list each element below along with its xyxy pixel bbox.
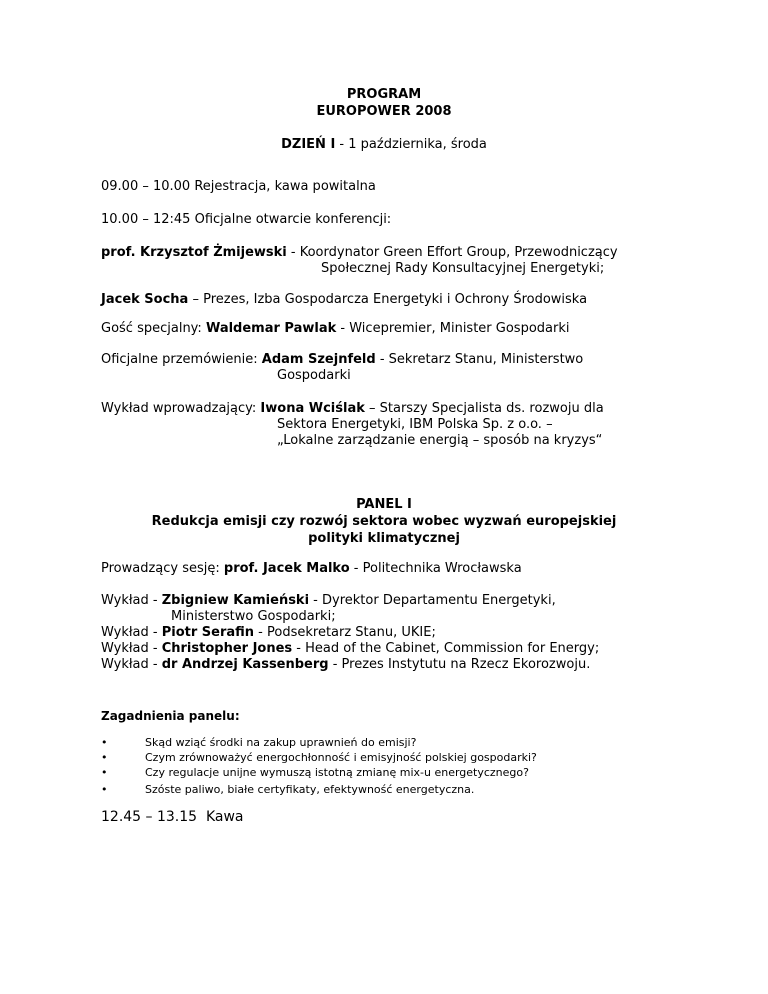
- moderator-prefix: Prowadzący sesję:: [101, 561, 224, 576]
- topics-list: [101, 735, 728, 797]
- speaker-prefix: Wykład wprowadzający:: [101, 401, 261, 416]
- lecture-title: „Lokalne zarządzanie energią – sposób na kryzys“: [277, 433, 603, 448]
- moderator-name: prof. Jacek Malko: [223, 561, 350, 576]
- topic-item: [101, 735, 728, 750]
- topics-heading: Zagadnienia panelu:: [101, 709, 240, 723]
- lecture-speaker: dr Andrzej Kassenberg: [161, 657, 329, 672]
- schedule-time: 10.00 – 12:45: [101, 212, 191, 227]
- bullet-icon: •: [101, 751, 108, 764]
- panel-lectures: [101, 593, 728, 673]
- speaker-role-cont: Gospodarki: [277, 368, 351, 383]
- topic-item: [101, 765, 728, 780]
- panel-subtitle-1: Redukcja emisji czy rozwój sektora wobec wyzwań europejskiej: [151, 514, 617, 529]
- closing-time: 12.45 – 13.15: [101, 809, 198, 825]
- speaker-role-cont: Społecznej Rady Konsultacyjnej Energetyki;: [321, 261, 605, 276]
- day-date: - 1 października, środa: [335, 137, 487, 152]
- schedule-text: Rejestracja, kawa powitalna: [190, 179, 376, 194]
- schedule-item-registration: [101, 179, 728, 195]
- topic-text: Czy regulacje unijne wymuszą istotną zmianę mix-u energetycznego?: [145, 766, 529, 779]
- panel-moderator: [101, 561, 728, 577]
- closing-text: Kawa: [197, 809, 244, 825]
- topic-text: Czym zrównoważyć energochłonność i emisyjność polskiej gospodarki?: [145, 751, 537, 764]
- speaker-pawlak: [101, 321, 728, 337]
- lecture-prefix: Wykład -: [101, 657, 162, 672]
- speaker-role-cont: Sektora Energetyki, IBM Polska Sp. z o.o. –: [277, 417, 553, 432]
- lecture-role: - Head of the Cabinet, Commission for Energy;: [292, 641, 600, 656]
- speaker-szejnfeld: [101, 352, 728, 384]
- bullet-icon: •: [101, 766, 108, 779]
- lecture-item: [101, 657, 728, 673]
- lecture-item: [101, 641, 728, 657]
- speaker-socha: [101, 292, 728, 308]
- moderator-affiliation: - Politechnika Wrocławska: [349, 561, 522, 576]
- speaker-name: prof. Krzysztof Żmijewski: [101, 245, 287, 260]
- speaker-role: – Prezes, Izba Gospodarcza Energetyki i Ochrony Środowiska: [188, 292, 588, 307]
- lecture-prefix: Wykład -: [101, 593, 162, 608]
- lecture-prefix: Wykład -: [101, 641, 162, 656]
- speaker-role: – Starszy Specjalista ds. rozwoju dla: [364, 401, 604, 416]
- speaker-prefix: Gość specjalny:: [101, 321, 206, 336]
- lecture-item: [101, 625, 728, 641]
- closing-coffee: [101, 809, 728, 825]
- title-line-1: PROGRAM: [346, 87, 422, 102]
- title-line-2: EUROPOWER 2008: [316, 104, 452, 119]
- day-heading: [0, 137, 768, 153]
- topic-text: Skąd wziąć środki na zakup uprawnień do emisji?: [145, 736, 417, 749]
- speaker-name: Jacek Socha: [101, 292, 189, 307]
- speaker-prefix: Oficjalne przemówienie:: [101, 352, 262, 367]
- panel-heading: [0, 496, 768, 547]
- document-title: [0, 86, 768, 120]
- lecture-speaker: Christopher Jones: [161, 641, 293, 656]
- lecture-item: [101, 593, 728, 609]
- panel-title: PANEL I: [356, 497, 412, 512]
- topics-list-wrap: [101, 735, 728, 797]
- speaker-name: Iwona Wciślak: [260, 401, 365, 416]
- day-label: DZIEŃ I: [281, 137, 336, 152]
- lecture-prefix: Wykład -: [101, 625, 162, 640]
- bullet-icon: •: [101, 736, 108, 749]
- lecture-speaker: Piotr Serafin: [161, 625, 255, 640]
- speaker-role: - Sekretarz Stanu, Ministerstwo: [375, 352, 584, 367]
- speaker-role: - Koordynator Green Effort Group, Przewodniczący: [286, 245, 618, 260]
- schedule-time: 09.00 – 10.00: [101, 179, 191, 194]
- topic-item: [101, 750, 728, 765]
- schedule-text: Oficjalne otwarcie konferencji:: [190, 212, 392, 227]
- lecture-speaker: Zbigniew Kamieński: [161, 593, 310, 608]
- schedule-item-opening: [101, 212, 728, 228]
- lecture-role: - Dyrektor Departamentu Energetyki,: [309, 593, 556, 608]
- speaker-zmijewski: [101, 245, 728, 277]
- speaker-name: Waldemar Pawlak: [205, 321, 337, 336]
- topic-item: [101, 782, 728, 797]
- lecture-role: - Podsekretarz Stanu, UKIE;: [254, 625, 436, 640]
- topic-text: Szóste paliwo, białe certyfikaty, efektywność energetyczna.: [145, 783, 475, 796]
- speaker-name: Adam Szejnfeld: [261, 352, 376, 367]
- panel-subtitle-2: polityki klimatycznej: [308, 531, 460, 546]
- bullet-icon: •: [101, 783, 108, 796]
- speaker-role: - Wicepremier, Minister Gospodarki: [336, 321, 570, 336]
- lecture-role-cont: Ministerstwo Gospodarki;: [171, 609, 336, 624]
- lecture-role: - Prezes Instytutu na Rzecz Ekorozwoju.: [328, 657, 591, 672]
- speaker-wcislak: [101, 401, 728, 449]
